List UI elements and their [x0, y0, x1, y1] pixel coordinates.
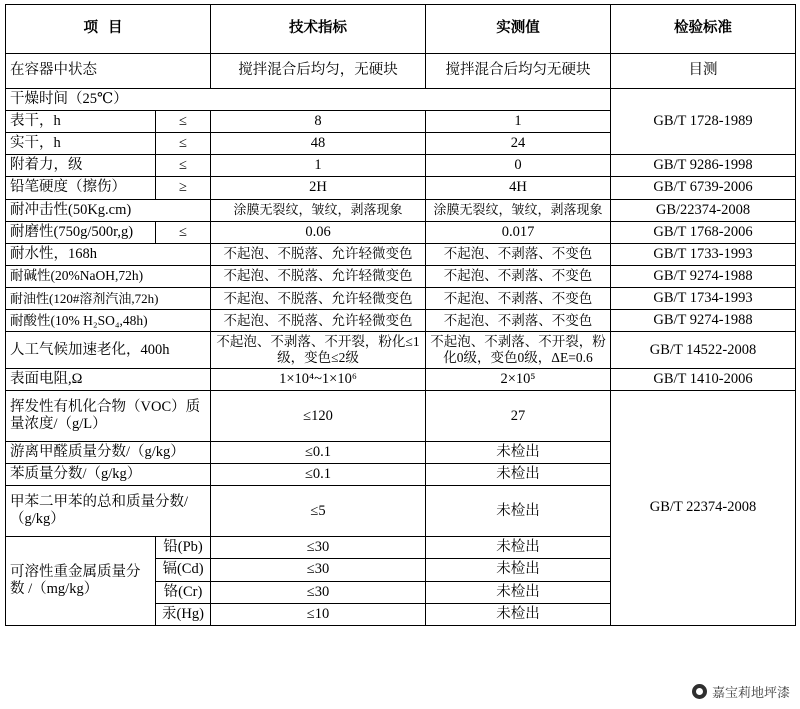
- table-row: [6, 287, 796, 309]
- row-spec: 涂膜无裂纹，皱纹，剥落现象: [211, 199, 426, 221]
- row-operator: ≤: [156, 221, 211, 243]
- row-operator: ≤: [156, 155, 211, 177]
- specification-table: [5, 4, 796, 626]
- row-measured: 4H: [426, 177, 611, 199]
- row-measured: 2×10⁵: [426, 369, 611, 391]
- row-standard: GB/T 22374-2008: [611, 391, 796, 626]
- table-row: [6, 310, 796, 332]
- row-label: 苯质量分数/（g/kg）: [6, 464, 211, 486]
- row-label: 耐水性，168h: [6, 243, 211, 265]
- spec-sheet: [0, 4, 800, 709]
- row-standard: GB/T 1410-2006: [611, 369, 796, 391]
- row-spec: 不起泡、不脱落、允许轻微变色: [211, 287, 426, 309]
- row-spec: ≤120: [211, 391, 426, 442]
- row-spec: ≤5: [211, 486, 426, 537]
- row-standard: GB/T 9274-1988: [611, 265, 796, 287]
- metal-measured: 未检出: [426, 581, 611, 603]
- metal-spec: ≤30: [211, 581, 426, 603]
- row-label: 附着力，级: [6, 155, 156, 177]
- row-spec: 搅拌混合后均匀，无硬块: [211, 54, 426, 89]
- table-row: [6, 332, 796, 369]
- row-standard: GB/T 1728-1989: [611, 89, 796, 155]
- row-spec: 8: [211, 111, 426, 133]
- row-label: 耐油性(120#溶剂汽油,72h): [6, 287, 211, 309]
- table-row: [6, 369, 796, 391]
- row-standard: GB/T 1734-1993: [611, 287, 796, 309]
- row-measured: 1: [426, 111, 611, 133]
- metal-spec: ≤10: [211, 603, 426, 625]
- row-label: 铅笔硬度（擦伤）: [6, 177, 156, 199]
- row-label: 人工气候加速老化，400h: [6, 332, 211, 369]
- row-spec: 1: [211, 155, 426, 177]
- row-spec: 不起泡、不脱落、允许轻微变色: [211, 243, 426, 265]
- row-measured: 未检出: [426, 486, 611, 537]
- row-spec: 不起泡、不脱落、允许轻微变色: [211, 310, 426, 332]
- table-row: [6, 155, 796, 177]
- metal-name: 铬(Cr): [156, 581, 211, 603]
- row-measured: 不起泡、不剥落、不变色: [426, 287, 611, 309]
- row-spec: ≤0.1: [211, 442, 426, 464]
- brand-logo-icon: [692, 684, 707, 699]
- table-row: [6, 54, 796, 89]
- table-row: [6, 265, 796, 287]
- header-measured: 实测值: [426, 5, 611, 54]
- row-spec: 0.06: [211, 221, 426, 243]
- row-measured: 27: [426, 391, 611, 442]
- table-row: [6, 89, 796, 111]
- row-label: 表干，h: [6, 111, 156, 133]
- metal-spec: ≤30: [211, 559, 426, 581]
- row-label: 游离甲醛质量分数/（g/kg）: [6, 442, 211, 464]
- row-label: 实干，h: [6, 133, 156, 155]
- metals-label: 可溶性重金属质量分数 /（mg/kg）: [6, 537, 156, 625]
- row-standard: GB/T 1733-1993: [611, 243, 796, 265]
- row-measured: 涂膜无裂纹，皱纹，剥落现象: [426, 199, 611, 221]
- row-operator: ≤: [156, 111, 211, 133]
- row-standard: GB/T 6739-2006: [611, 177, 796, 199]
- row-standard: GB/22374-2008: [611, 199, 796, 221]
- row-operator: ≤: [156, 133, 211, 155]
- table-header-row: [6, 5, 796, 54]
- row-standard: GB/T 1768-2006: [611, 221, 796, 243]
- row-measured: 不起泡、不剥落、不开裂，粉化0级，变色0级，ΔE=0.6: [426, 332, 611, 369]
- metal-measured: 未检出: [426, 603, 611, 625]
- table-row: [6, 177, 796, 199]
- row-spec: 48: [211, 133, 426, 155]
- row-label: 挥发性有机化合物（VOC）质量浓度/（g/L）: [6, 391, 211, 442]
- table-row: [6, 243, 796, 265]
- row-label: 在容器中状态: [6, 54, 211, 89]
- header-spec: 技术指标: [211, 5, 426, 54]
- row-measured: 0.017: [426, 221, 611, 243]
- table-row: [6, 391, 796, 442]
- metal-measured: 未检出: [426, 537, 611, 559]
- metal-name: 汞(Hg): [156, 603, 211, 625]
- watermark: [692, 682, 790, 701]
- watermark-text: 嘉宝莉地坪漆: [711, 685, 790, 700]
- row-standard: GB/T 14522-2008: [611, 332, 796, 369]
- row-operator: ≥: [156, 177, 211, 199]
- row-label: 耐碱性(20%NaOH,72h): [6, 265, 211, 287]
- table-row: [6, 221, 796, 243]
- row-label: 耐磨性(750g/500r,g): [6, 221, 156, 243]
- row-measured: 未检出: [426, 464, 611, 486]
- row-spec: 2H: [211, 177, 426, 199]
- row-measured: 搅拌混合后均匀无硬块: [426, 54, 611, 89]
- row-label: 甲苯二甲苯的总和质量分数/（g/kg）: [6, 486, 211, 537]
- row-spec: 不起泡、不脱落、允许轻微变色: [211, 265, 426, 287]
- row-spec: 1×10⁴~1×10⁶: [211, 369, 426, 391]
- header-item: 项目: [6, 5, 211, 54]
- row-label: 干燥时间（25℃）: [6, 89, 611, 111]
- row-measured: 0: [426, 155, 611, 177]
- metal-spec: ≤30: [211, 537, 426, 559]
- row-standard: GB/T 9286-1998: [611, 155, 796, 177]
- row-measured: 24: [426, 133, 611, 155]
- metal-name: 铅(Pb): [156, 537, 211, 559]
- row-standard: GB/T 9274-1988: [611, 310, 796, 332]
- metal-name: 镉(Cd): [156, 559, 211, 581]
- table-row: [6, 199, 796, 221]
- row-measured: 未检出: [426, 442, 611, 464]
- row-measured: 不起泡、不剥落、不变色: [426, 310, 611, 332]
- row-standard: 目测: [611, 54, 796, 89]
- row-label: 表面电阻,Ω: [6, 369, 211, 391]
- metal-measured: 未检出: [426, 559, 611, 581]
- row-label: 耐冲击性(50Kg.cm): [6, 199, 211, 221]
- row-spec: 不起泡、不剥落、不开裂，粉化≤1级，变色≤2级: [211, 332, 426, 369]
- row-measured: 不起泡、不剥落、不变色: [426, 243, 611, 265]
- row-label: 耐酸性(10% H₂SO₄,48h): [6, 310, 211, 332]
- row-spec: ≤0.1: [211, 464, 426, 486]
- header-standard: 检验标准: [611, 5, 796, 54]
- row-measured: 不起泡、不剥落、不变色: [426, 265, 611, 287]
